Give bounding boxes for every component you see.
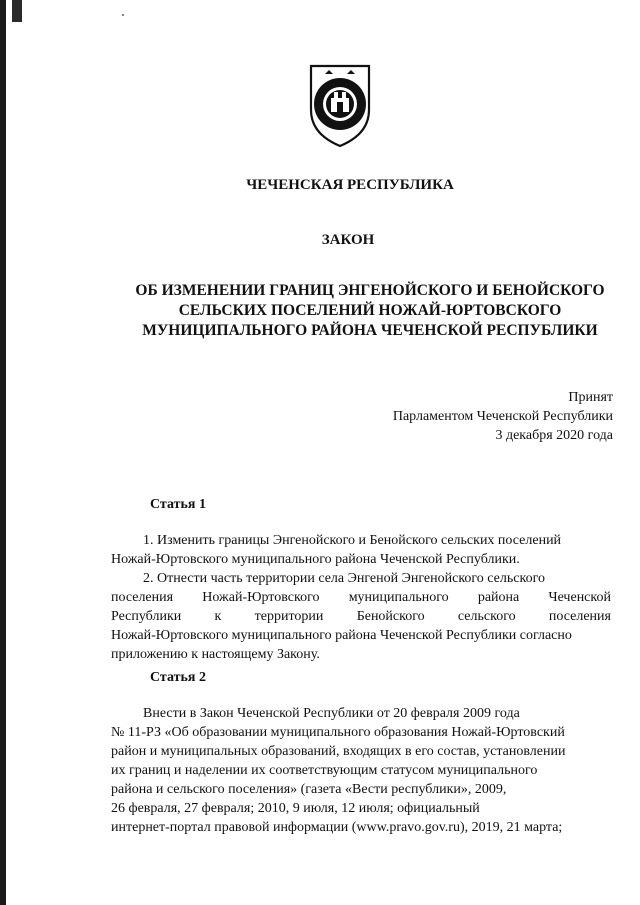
scan-edge-mark [12, 0, 22, 22]
word: поселения [111, 590, 174, 605]
word: района [477, 590, 520, 605]
scan-edge [0, 0, 6, 905]
scan-dot [122, 14, 124, 16]
article-2-line: 26 февраля, 27 февраля; 2010, 9 июля, 12 июля; официальный [111, 801, 480, 816]
coat-of-arms-icon [305, 58, 375, 148]
word: Республики [111, 609, 182, 624]
article-1-line: Ножай-Юртовского муниципального района Чеченской Республики. [111, 552, 520, 567]
article-1-line [111, 607, 611, 626]
adoption-line: Парламентом Чеченской Республики [392, 409, 613, 424]
word: Чеченской [548, 590, 611, 605]
article-1-line [111, 588, 611, 607]
article-2-line: Внести в Закон Чеченской Республики от 20 февраля 2009 года [143, 706, 520, 721]
article-2-line: района и сельского поселения» (газета «Вести республики», 2009, [111, 782, 507, 797]
article-1-line: Ножай-Юртовского муниципального района Чеченской Республики согласно [111, 628, 572, 643]
law-heading: ЗАКОН [321, 232, 375, 248]
word: территории [254, 609, 324, 624]
word: муниципального [348, 590, 449, 605]
republic-heading: ЧЕЧЕНСКАЯ РЕСПУБЛИКА [246, 177, 454, 193]
word: поселения [548, 609, 611, 624]
word: Ножай-Юртовского [202, 590, 320, 605]
adoption-date: 3 декабря 2020 года [495, 428, 613, 443]
word: к [214, 609, 222, 624]
word: сельского [457, 609, 516, 624]
article-2-line: район и муниципальных образований, входящих в его состав, установлении [111, 744, 566, 759]
article-2-line: № 11-РЗ «Об образовании муниципального образования Ножай-Юртовский [111, 725, 565, 740]
law-title [100, 281, 640, 341]
adoption-note [393, 388, 613, 445]
article-1-heading: Статья 1 [150, 497, 206, 512]
article-1-line: приложению к настоящему Закону. [111, 647, 320, 662]
law-title-line: МУНИЦИПАЛЬНОГО РАЙОНА ЧЕЧЕНСКОЙ РЕСПУБЛИКИ [142, 322, 598, 339]
word: Бенойского [356, 609, 425, 624]
adoption-line: Принят [568, 390, 613, 405]
article-1-line: 2. Отнести часть территории села Энгеной Энгенойского сельского [143, 571, 545, 586]
law-title-line: ОБ ИЗМЕНЕНИИ ГРАНИЦ ЭНГЕНОЙСКОГО И БЕНОЙСКОГО [135, 282, 605, 299]
article-2-line: их границ и наделении их соответствующим статусом муниципального [111, 763, 538, 778]
law-title-line: СЕЛЬСКИХ ПОСЕЛЕНИЙ НОЖАЙ-ЮРТОВСКОГО [178, 302, 562, 319]
article-2-heading: Статья 2 [150, 670, 206, 685]
article-1-line: 1. Изменить границы Энгенойского и Бенойского сельских поселений [143, 533, 562, 548]
article-2-line: интернет-портал правовой информации (www.pravo.gov.ru), 2019, 21 марта; [111, 820, 563, 835]
